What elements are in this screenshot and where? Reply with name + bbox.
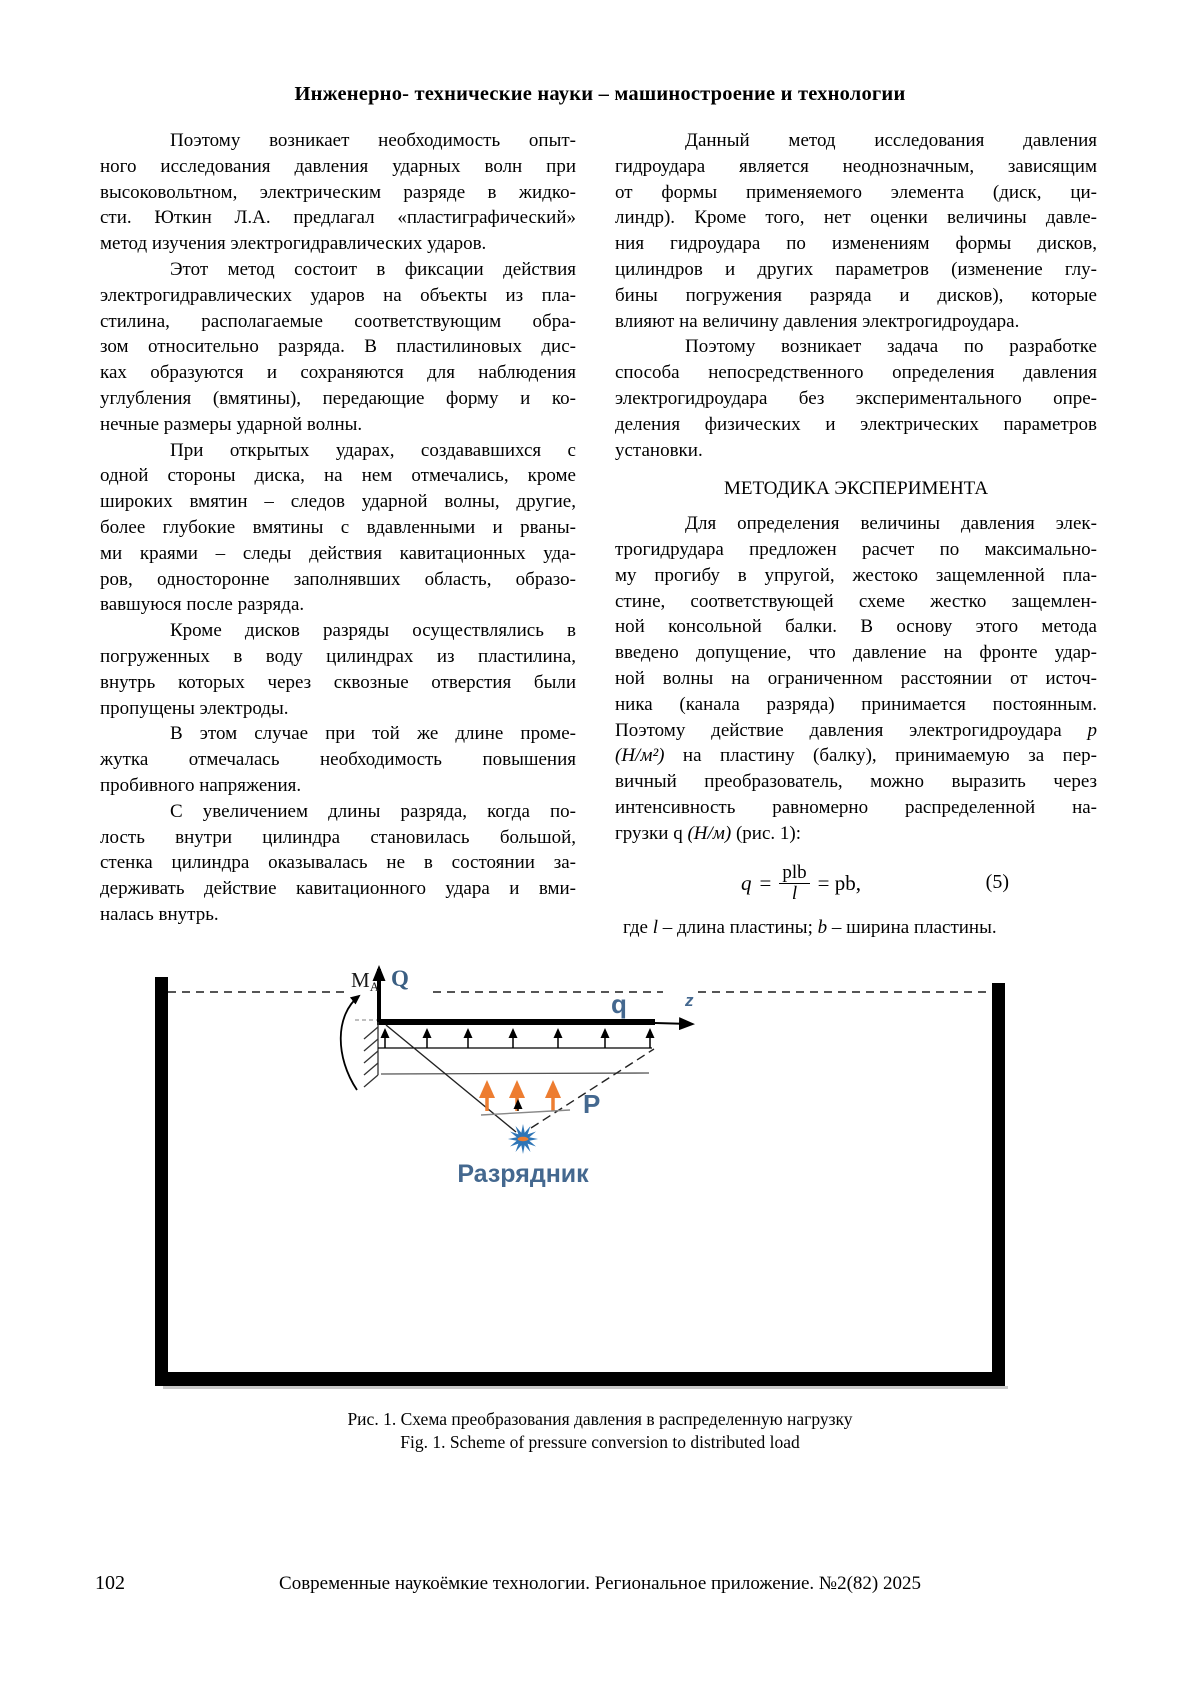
text-line: нечные размеры ударной волны. bbox=[100, 413, 363, 435]
column-right bbox=[615, 128, 1097, 940]
text-line: налась внутрь. bbox=[100, 903, 219, 925]
text-line: электрогидравлических ударов на объекты из пла- bbox=[100, 284, 576, 306]
fixed-support-hatch bbox=[364, 1022, 378, 1087]
text-line: деления физических и электрических параметров bbox=[615, 413, 1097, 435]
text-line: широких вмятин – следов ударной волны, другие, bbox=[100, 491, 576, 513]
text-line: пробивного напряжения. bbox=[100, 774, 302, 796]
text-line: Поэтому возникает задача по разработке bbox=[685, 336, 1097, 358]
text-line: цилиндров и других параметров (изменение глу- bbox=[615, 258, 1097, 280]
equation-body bbox=[615, 856, 987, 912]
text-line: Поэтому действие давления электрогидроудара p bbox=[615, 719, 1097, 741]
text-line: способа непосредственного определения давления bbox=[615, 362, 1097, 384]
moment-label: MA bbox=[351, 968, 380, 994]
text-line: Данный метод исследования давления bbox=[685, 130, 1097, 151]
text-line: введено допущение, что давление на фронте удар- bbox=[615, 642, 1097, 664]
text-line: стине, соответствующей схеме жестко защемлен- bbox=[615, 590, 1097, 612]
distributed-load-label: q bbox=[611, 989, 627, 1019]
equation-fraction bbox=[779, 863, 809, 904]
text-line: интенсивность равномерно распределенной на- bbox=[615, 796, 1097, 818]
text-line: лость внутри цилиндра становилась большой, bbox=[100, 826, 576, 848]
page-title: Инженерно- технические науки – машиностроение и технологии bbox=[294, 83, 906, 105]
text-line: му прогибу в упругой, жестоко защемленной пла- bbox=[615, 564, 1097, 586]
text-line: Для определения величины давления элек- bbox=[685, 513, 1097, 535]
text-line: держивать действие кавитационного удара и вми- bbox=[100, 878, 576, 900]
text-line: жутка отмечалась необходимость повышения bbox=[100, 749, 576, 771]
fraction-numerator: plb bbox=[779, 863, 809, 884]
text-line: При открытых ударах, создававшихся с bbox=[170, 439, 576, 461]
z-axis-label: z bbox=[685, 991, 694, 1010]
text-line: высоковольтном, электрическим разряде в жидко- bbox=[100, 181, 576, 203]
text-line: стенка цилиндра оказывалась не в состоянии за- bbox=[100, 852, 576, 874]
text-line: С увеличением длины разряда, когда по- bbox=[170, 800, 576, 822]
text-line: (Н/м²) на пластину (балку), принимаемую за пер- bbox=[615, 745, 1097, 767]
text-line: ной волны на ограниченном расстоянии от источ- bbox=[615, 667, 1097, 689]
text-line: электрогидроудара без экспериментального опре- bbox=[615, 387, 1097, 409]
text-line: ного исследования давления ударных волн при bbox=[100, 155, 576, 177]
text-line: ров, односторонне заполнявших область, образо- bbox=[100, 568, 576, 590]
figure-caption bbox=[0, 1408, 1200, 1454]
text-line: трогидрудара предложен расчет по максимально- bbox=[615, 538, 1097, 560]
text-line: погруженных в воду цилиндрах из пластилина, bbox=[100, 645, 576, 667]
right-paragraphs-2 bbox=[615, 511, 1097, 846]
right-paragraphs-1 bbox=[615, 128, 1097, 463]
pressure-baseline bbox=[481, 1110, 570, 1115]
figure-caption-ru: Рис. 1. Схема преобразования давления в распределенную нагрузку bbox=[347, 1409, 853, 1429]
text-line: от формы применяемого элемента (диск, ци- bbox=[615, 181, 1097, 203]
equation-lhs: q bbox=[741, 870, 752, 895]
text-line: стилина, располагаемые соответствующим обра- bbox=[100, 310, 576, 332]
distributed-load-arrows bbox=[385, 1030, 650, 1048]
text-line: гидроудара является неоднозначным, зависящим bbox=[615, 155, 1097, 177]
text-line: Кроме дисков разряды осуществлялись в bbox=[170, 620, 576, 642]
pressure-arrows bbox=[487, 1086, 553, 1111]
where-clause: где l – длина пластины; b – ширина пластины. bbox=[623, 916, 997, 938]
text-line: Этот метод состоит в фиксации действия bbox=[170, 258, 576, 280]
text-line: ной консольной балки. В основу этого метода bbox=[615, 616, 1097, 638]
text-line: вичный преобразователь, можно выразить через bbox=[615, 771, 1097, 793]
text-line: влияют на величину давления электрогидроудара. bbox=[615, 310, 1020, 332]
text-line: ми краями – следы действия кавитационных уда- bbox=[100, 542, 576, 564]
text-line: линдр). Кроме того, нет оценки величины давле- bbox=[615, 207, 1097, 229]
figure-diagram bbox=[133, 953, 1013, 1398]
text-line: бины погружения разряда и дисков), которые bbox=[615, 284, 1097, 306]
pressure-cone-left bbox=[386, 1025, 516, 1132]
equation-equals: = bbox=[759, 870, 772, 895]
text-line: метод изучения электрогидравлических ударов. bbox=[100, 233, 487, 255]
q-axis-label: Q bbox=[391, 966, 409, 991]
page-number: 102 bbox=[95, 1572, 125, 1594]
pressure-label: P bbox=[583, 1089, 601, 1119]
section-heading: МЕТОДИКА ЭКСПЕРИМЕНТА bbox=[723, 478, 989, 500]
text-line: В этом случае при той же длине проме- bbox=[170, 723, 576, 745]
moment-arc-arrow bbox=[341, 996, 359, 1090]
text-line: Поэтому возникает необходимость опыт- bbox=[170, 130, 576, 151]
text-line: одной стороны диска, на нем отмечались, кроме bbox=[100, 465, 576, 487]
column-left bbox=[100, 128, 576, 928]
text-line: вавшуюся после разряда. bbox=[100, 594, 305, 616]
text-line: пропущены электроды. bbox=[100, 697, 289, 719]
spark-label: Разрядник bbox=[457, 1160, 589, 1188]
load-baseline-2 bbox=[381, 1073, 649, 1074]
text-line: более глубокие вмятины с вдавленными и рваны- bbox=[100, 516, 576, 538]
text-line: ника (канала разряда) принимается постоянным. bbox=[615, 693, 1097, 715]
fraction-denominator: l bbox=[791, 883, 798, 905]
text-line: зом относительно разряда. В пластилиновых дис- bbox=[100, 336, 576, 358]
text-line: внутрь которых через сквозные отверстия были bbox=[100, 671, 576, 693]
text-line: установки. bbox=[615, 439, 703, 461]
text-line: ках образуются и сохраняются для наблюдения bbox=[100, 362, 576, 384]
equation-rhs: = pb, bbox=[817, 870, 861, 895]
figure-caption-en: Fig. 1. Scheme of pressure conversion to distributed load bbox=[400, 1432, 800, 1452]
text-line: сти. Юткин Л.А. предлагал «пластиграфический» bbox=[100, 207, 576, 229]
z-axis-arrow bbox=[655, 1023, 691, 1024]
text-line: ния гидроудара по изменениям формы дисков, bbox=[615, 233, 1097, 255]
text-line: углубления (вмятины), передающие форму и ко- bbox=[100, 387, 576, 409]
journal-footer: Современные наукоёмкие технологии. Региональное приложение. №2(82) 2025 bbox=[279, 1573, 921, 1594]
text-line: грузки q (Н/м) (рис. 1): bbox=[615, 822, 802, 844]
equation-5 bbox=[615, 856, 1097, 912]
equation-number: (5) bbox=[985, 870, 1009, 893]
